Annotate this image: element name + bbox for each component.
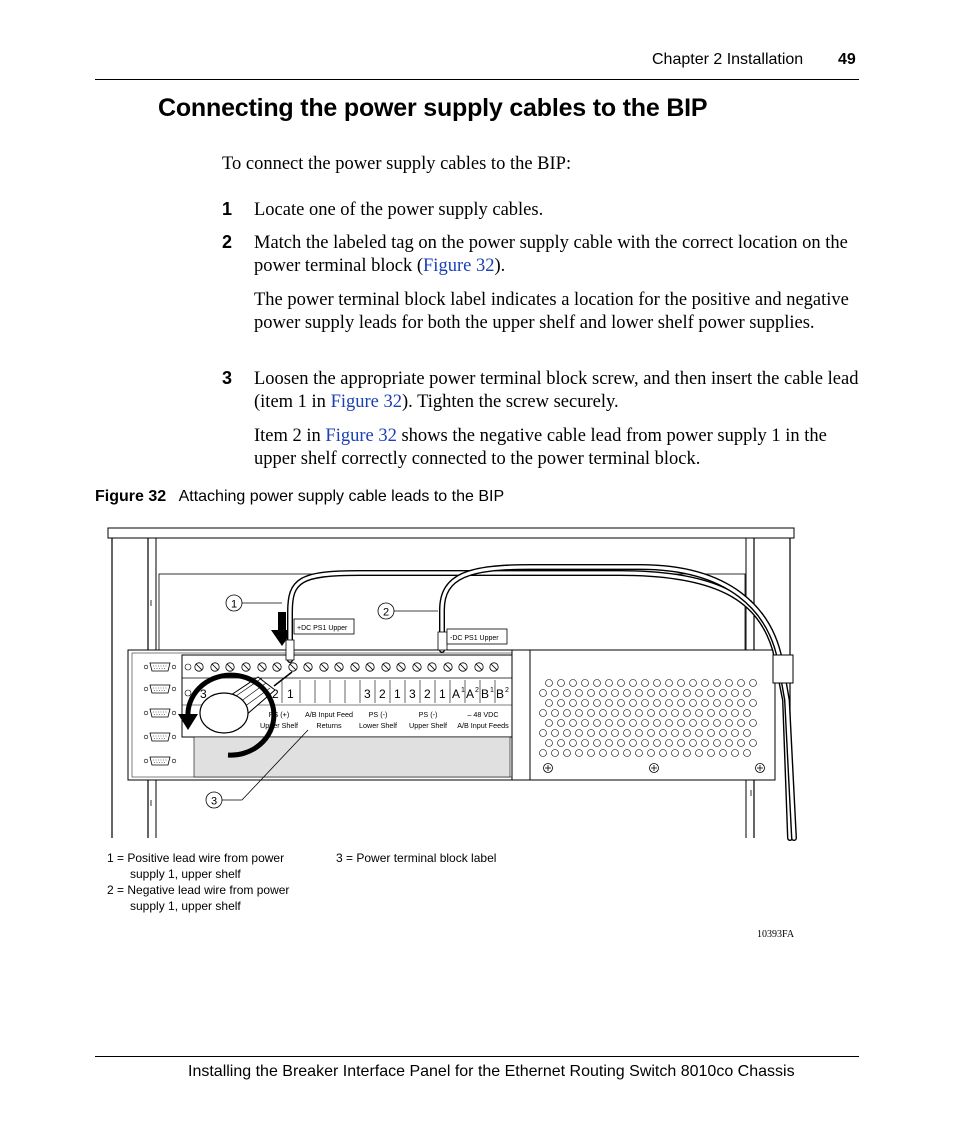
terminal-number: 1: [394, 687, 401, 701]
terminal-number: A: [466, 687, 475, 701]
terminal-number: A: [452, 687, 461, 701]
figure-32-link[interactable]: Figure 32: [325, 426, 397, 446]
section-title: Connecting the power supply cables to the BIP: [158, 94, 708, 122]
positive-cable-tag-text: +DC PS1 Upper: [297, 625, 348, 632]
step-2-number: 2: [222, 232, 233, 252]
callout-3-number: 3: [210, 795, 218, 808]
terminal-label: – 48 VDC: [467, 710, 499, 719]
figure-caption: Figure 32 Attaching power supply cable leads to the BIP: [95, 488, 505, 505]
step-2-text: Match the labeled tag on the power supply cable with the correct location on the power terminal block (Figure 32).: [254, 233, 848, 276]
cable-tie: [773, 655, 793, 683]
step-2-note: The power terminal block label indicates a location for the positive and negative power supply leads for both the upper shelf and lower shelf power supplies.: [254, 290, 849, 333]
terminal-label: PS (-): [418, 710, 438, 719]
figure-32-link[interactable]: Figure 32: [423, 256, 495, 276]
terminal-label: A/B Input Feed: [305, 710, 353, 719]
terminal-number: B: [481, 687, 490, 701]
negative-cable-tag-text: -DC PS1 Upper: [450, 635, 499, 642]
intro-text: To connect the power supply cables to the BIP:: [222, 154, 572, 174]
step-3-text: Loosen the appropriate power terminal block screw, and then insert the cable lead (item 1 in Figure 32). Tighten the screw securely.: [254, 369, 859, 412]
callout-1-number: 1: [230, 598, 238, 611]
callout-2-number: 2: [382, 606, 390, 619]
bip-illustration: [95, 520, 859, 850]
terminal-number: 3: [409, 687, 416, 701]
terminal-label: Lower Shelf: [359, 721, 397, 730]
terminal-number: 1: [461, 687, 465, 694]
legend-item-3: 3 = Power terminal block label: [336, 851, 497, 865]
step-3-note: Item 2 in Figure 32 shows the negative cable lead from power supply 1 in the upper shelf correctly connected to the power terminal block.: [254, 426, 827, 469]
insert-arrow-icon: [278, 612, 286, 632]
terminal-number: 2: [424, 687, 431, 701]
terminal-label: A/B Input Feeds: [457, 721, 509, 730]
chapter-header: Chapter 2 Installation: [652, 51, 804, 68]
step-1-text: Locate one of the power supply cables.: [254, 200, 544, 220]
figure-id: 10393FA: [757, 929, 795, 940]
step-1-number: 1: [222, 199, 233, 219]
header-rule: [95, 79, 859, 80]
terminal-number: B: [496, 687, 505, 701]
terminal-label: Upper Shelf: [409, 721, 447, 730]
perforated-panel: [512, 650, 775, 780]
legend-item-1: 1 = Positive lead wire from power supply 1, upper shelf: [107, 851, 285, 881]
legend-item-2: 2 = Negative lead wire from power supply 1, upper shelf: [107, 883, 290, 913]
terminal-number: 1: [439, 687, 446, 701]
footer-rule: [95, 1056, 859, 1057]
terminal-number: 3: [200, 687, 207, 701]
terminal-number: 2: [272, 687, 279, 701]
terminal-number: 2: [475, 687, 479, 694]
terminal-number: 3: [364, 687, 371, 701]
footer-text: Installing the Breaker Interface Panel for the Ethernet Routing Switch 8010co Chassis: [188, 1063, 795, 1080]
terminal-number: 1: [287, 687, 294, 701]
figure-32-link[interactable]: Figure 32: [330, 392, 402, 412]
terminal-number: 2: [379, 687, 386, 701]
terminal-number: 2: [505, 687, 509, 694]
step-3-number: 3: [222, 368, 233, 388]
terminal-label: Upper Shelf: [260, 721, 298, 730]
terminal-label: Returns: [316, 721, 342, 730]
terminal-number: 1: [490, 687, 494, 694]
terminal-label: PS (+): [268, 710, 290, 719]
page-number: 49: [838, 51, 856, 68]
terminal-label: PS (-): [368, 710, 388, 719]
